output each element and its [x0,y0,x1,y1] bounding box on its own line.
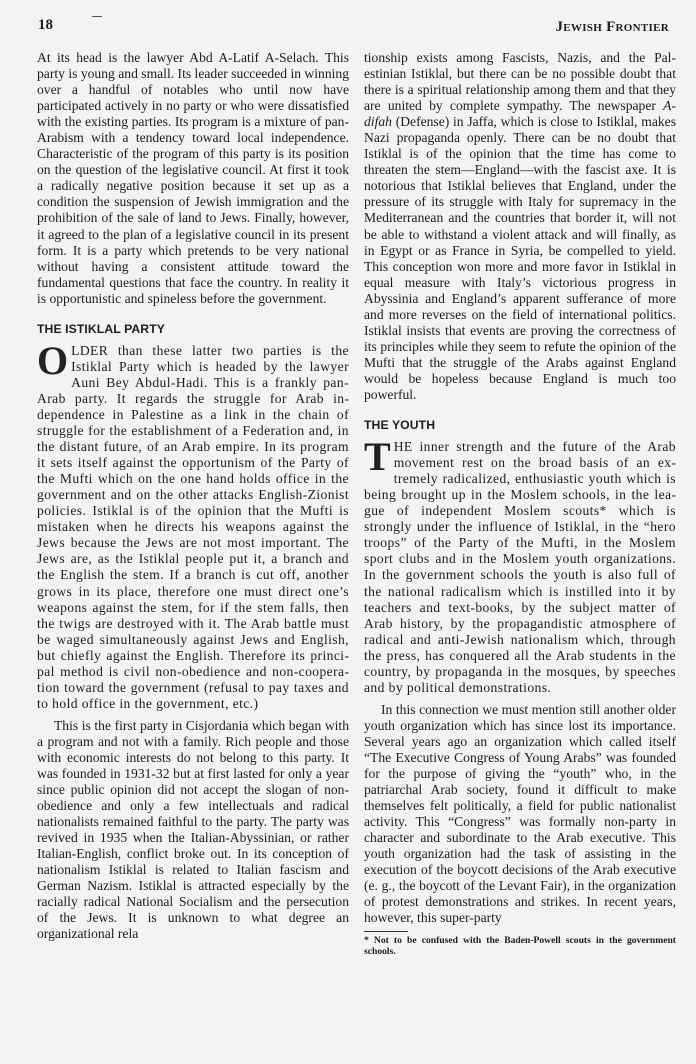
paragraph [364,50,676,403]
paragraph: At its head is the lawyer Abd A-Latif A-Selach. This party is young and small. Its leader succeeded in winning over a handful of notables who until now have participated actively in no party or who were dissatisfied with the existing parties. Its program is a mixture of pan-Arabism with a tendency toward local independence. Characteristic of the program of this party is its position on the question of the legislative council. At first it took a radically negative position because it set up as a condition the suspension of Jewish immigration and the prohibition of the sale of land to Jews. Finally, however, it agreed to the plan of a legislative council in its present form. It is a party which pretends to be very national without having a consistent attitude toward the fundamental questions that face the country. In reality it is opportunistic and spineless before the government. [37,50,349,306]
stray-mark [92,16,102,17]
section-heading-youth: THE YOUTH [364,418,436,433]
paragraph-text: (Defense) in Jaffa, which is close to Istiklal, makes Nazi propaganda openly. There can be no doubt that Istiklal is of the opinion that the time has come to threaten the stem—England—with the fascist axe. It is notorious that Istiklal believes that England, under the pressure of its struggle with Italy for supremacy in the Mediterranean and the countries that border it, will not be able to withstand a violent attack and will finally, as in Egypt or as France in Syria, be compelled to yield. This conception won more and more favor in Istiklal in equal measure with Italy’s victorious progress in Abyssinia and England’s apparent sufferance of more and more reverses on the field of international politics. Istiklal insists that events are proving the correctness of its principles while they seem to refute the opinion of the Mufti that the struggle of the Arabs against England would be hopeless because England is much too powerful. [364,114,676,402]
left-column [37,50,349,943]
section-heading-istiklal: THE ISTIKLAL PARTY [37,321,165,336]
newspaper-title: A-difah [364,98,676,130]
paragraph: This is the first party in Cisjordania which began with a program and not with a family. Rich people and those with economic interests do not belong to this party. It was founded in 1931-32 but at first lasted for only a year since public opinion did not accept the slogan of non-obedience and only a few intellectuals and radical nationalists remained faithful to the party. The party was revived in 1935 when the Italian-Abyssinian, or rather Italian-English, conflict broke out. In its conception of nationalism Istiklal is related to Italian fascism and German Nazism. Istiklal is attracted especially by the racially radical National Socialism and the persecution of the Jews. It is unknown to what degree an organizational rela [37,717,349,942]
paragraph: In this connection we must mention still another older youth organization which has since lost its importance. Several years ago an organization which called itself “The Executive Congress of Young Arabs” was founded for the purpose of giving the “youth” who, in the patriarchal Arab society, found it difficult to make themselves felt politically, a field for public nationalist activity. This “Congress” was formally non-party in character and subordinate to the Arab executive. This youth organization had the task of assisting in the execution of the boycott decisions of the Arab executive (e. g., the boycott of the Levant Fair), in the organization of protest demonstrations and strikes. In recent years, however, this super-party [364,701,676,926]
running-head: Jewish Frontier [555,19,669,35]
footnote: * Not to be confused with the Baden-Powell scouts in the government schools. [364,935,676,958]
paragraph-text: tionship exists among Fascists, Nazis, and the Palestinian Istiklal, but there can be no possible doubt that there is a spiritual relationship among them and that they are united by complete sympathy. The newspaper [364,50,676,114]
drop-cap: O [37,337,69,383]
paragraph-dropcap [37,337,349,712]
page-number: 18 [38,17,53,33]
paragraph-text: HE inner strength and the future of the Arab movement rest on the broad basis of an extremely radicalized, enthusiastic youth which is being brought up in the Moslem schools, in the league of independent Moslem scouts* which is strongly under the influence of Istiklal, in the “hero troops” of the Party of the Mufti, in the Moslem sport clubs and in the Moslem youth organizations. In the government schools the youth is also full of the national radicalism which is instilled into it by teachers and text-books, by the subject matter of Arab history, by the propagandistic atmosphere of radical and anti-Jewish nationalism which, through the press, has conquered all the Arab students in the country, by propaganda in the mosques, by speeches and by political demonstrations. [364,439,676,695]
right-column [364,50,676,957]
paragraph-dropcap [364,434,676,696]
footnote-rule [364,931,408,932]
drop-cap: T [364,434,391,480]
paragraph-text: LDER than these latter two parties is the Istiklal Party which is headed by the lawyer Auni Bey Abdul-Hadi. This is a frankly pan-Arab party. It regards the struggle for Arab independence in Palestine as a link in the chain of struggle for the establishment of a Federation and, in the distant future, of an Arab empire. In its program it sets itself against the opportunism of the Party of the Mufti which on the one hand holds office in the government and on the other attacks English-Zionist policies. Istiklal is of the opinion that the Mufti is mistaken when he directs his weapons against the Jews because the Jews are not most important. The Jews are, as the Istiklal people put it, a branch and the English the stem. If a branch is cut off, another grows in its place, therefore one must direct one’s weapons against the stem, for if the stem falls, then the twigs are destroyed with it. The Arab battle must be waged simultaneously against Jews and English, but chiefly against the English. Therefore its principal method is civil non-obedience and non-cooperation toward the government (refusal to pay taxes and to hold office in the government, etc.) [37,342,349,711]
